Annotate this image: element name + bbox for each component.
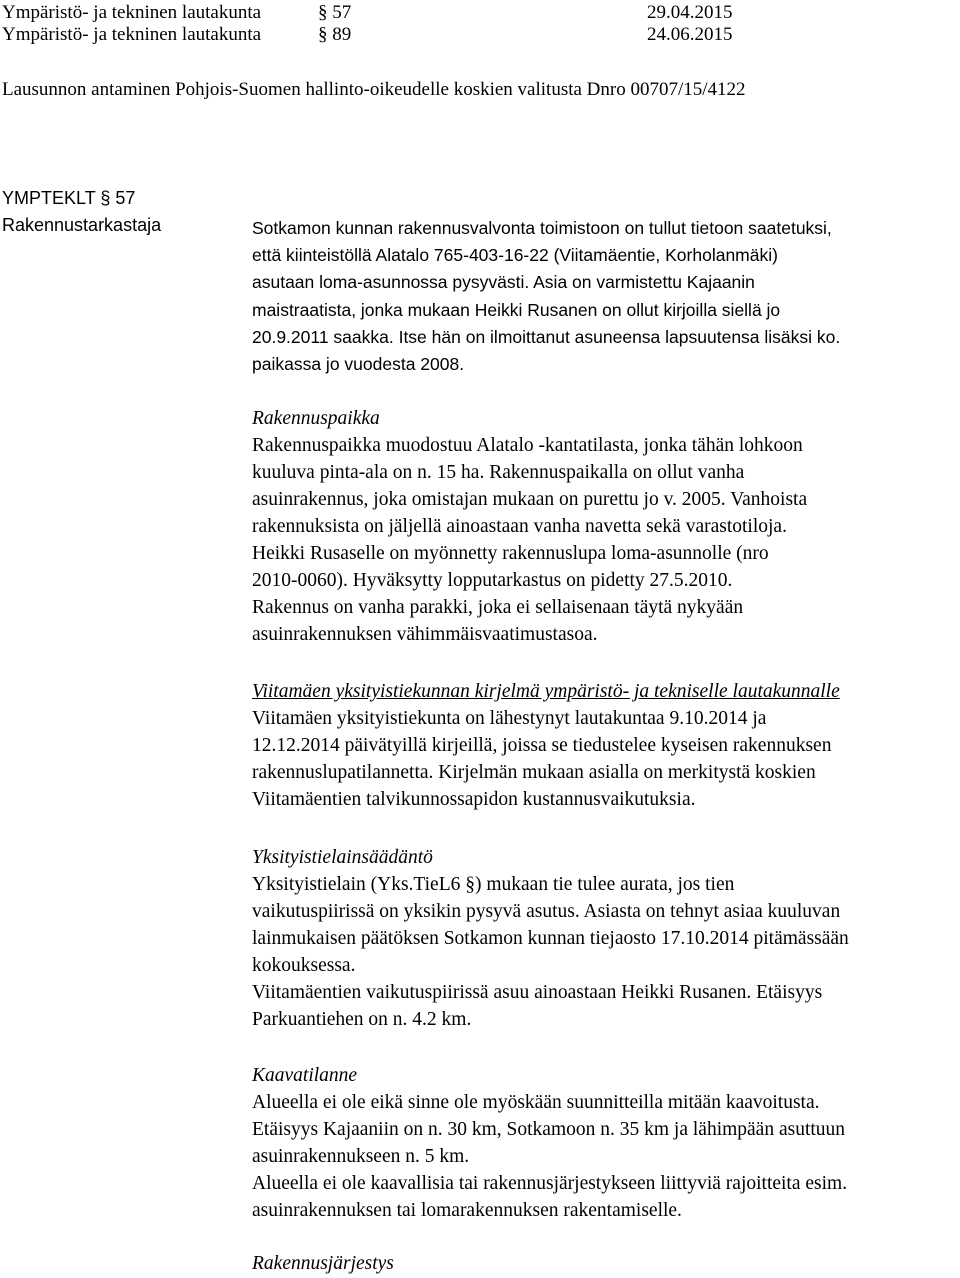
body-line: Viitamäentien vaikutuspiirissä asuu ainoastaan Heikki Rusanen. Etäisyys [252, 982, 823, 1003]
intro-paragraph [252, 215, 960, 378]
body-line: vaikutuspiirissä on yksikin pysyvä asutus. Asiasta on tehnyt asiaa kuuluvan [252, 901, 841, 922]
document-title: Lausunnon antaminen Pohjois-Suomen hallinto-oikeudelle koskien valitusta Dnro 00707/15/4122 [2, 79, 746, 100]
body-line: Rakennus on vanha parakki, joka ei sellaisenaan täytä nykyään [252, 597, 744, 618]
rakennuspaikka-section [252, 405, 960, 648]
intro-line: että kiinteistöllä Alatalo 765-403-16-22 (Viitamäentie, Korholanmäki) [252, 245, 778, 266]
intro-line: 20.9.2011 saakka. Itse hän on ilmoittanut asuneensa lapsuutensa lisäksi ko. [252, 326, 841, 347]
body-line: kokouksessa. [252, 955, 356, 976]
section-heading: Rakennusjärjestys [252, 1253, 394, 1274]
reference-code: YMPTEKLT § 57 [2, 188, 136, 208]
committee-name-2: Ympäristö- ja tekninen lautakunta [2, 24, 262, 45]
section-heading: Viitamäen yksityistiekunnan kirjelmä ympäristö- ja tekniselle lautakunnalle [252, 681, 840, 702]
body-line: asuinrakennukseen n. 5 km. [252, 1146, 470, 1167]
body-line: rakennuksista on jäljellä ainoastaan vanha navetta sekä varastotiloja. [252, 516, 787, 537]
body-line: rakennuslupatilannetta. Kirjelmän mukaan asialla on merkitystä koskien [252, 762, 816, 783]
body-line: Alueella ei ole kaavallisia tai rakennusjärjestykseen liittyviä rajoitteita esim. [252, 1173, 848, 1194]
intro-line: Sotkamon kunnan rakennusvalvonta toimistoon on tullut tietoon saatetuksi, [252, 218, 832, 238]
body-line: asuinrakennuksen tai lomarakennuksen rakentamiselle. [252, 1200, 682, 1221]
rakennusjarjestys-section [252, 1250, 960, 1277]
body-line: kuuluva pinta-ala on n. 15 ha. Rakennuspaikalla on ollut vanha [252, 462, 745, 483]
section-heading: Kaavatilanne [252, 1065, 358, 1086]
intro-line: paikassa jo vuodesta 2008. [252, 354, 465, 375]
committee-name-1: Ympäristö- ja tekninen lautakunta [2, 2, 262, 23]
kaavatilanne-section [252, 1062, 960, 1224]
meeting-date-1: 29.04.2015 [647, 2, 733, 23]
body-line: asuinrakennuksen vähimmäisvaatimustasoa. [252, 624, 598, 645]
body-line: Yksityistielain (Yks.TieL6 §) mukaan tie tulee aurata, jos tien [252, 874, 735, 895]
body-line: 12.12.2014 päivätyillä kirjeillä, joissa se tiedustelee kyseisen rakennuksen [252, 735, 832, 756]
meeting-date-2: 24.06.2015 [647, 24, 733, 45]
body-line: Viitamäentien talvikunnossapidon kustannusvaikutuksia. [252, 789, 696, 810]
kirjelma-section [252, 678, 960, 813]
body-line: Rakennuspaikka muodostuu Alatalo -kantatilasta, jonka tähän lohkoon [252, 435, 803, 456]
preparer-title: Rakennustarkastaja [2, 215, 162, 235]
section-number-1: § 57 [318, 2, 352, 23]
section-heading: Yksityistielainsäädäntö [252, 847, 433, 868]
body-line: Etäisyys Kajaaniin on n. 30 km, Sotkamoon n. 35 km ja lähimpään asuttuun [252, 1119, 846, 1140]
intro-line: asutaan loma-asunnossa pysyvästi. Asia on varmistettu Kajaanin [252, 272, 755, 293]
body-line: lainmukaisen päätöksen Sotkamon kunnan tiejaosto 17.10.2014 pitämässään [252, 928, 849, 949]
section-heading: Rakennuspaikka [252, 408, 380, 429]
body-line: 2010-0060). Hyväksytty lopputarkastus on pidetty 27.5.2010. [252, 570, 733, 591]
intro-line: maistraatista, jonka mukaan Heikki Rusanen on ollut kirjoilla siellä jo [252, 299, 781, 320]
body-line: Viitamäen yksityistiekunta on lähestynyt lautakuntaa 9.10.2014 ja [252, 708, 767, 729]
body-line: Parkuantiehen on n. 4.2 km. [252, 1009, 472, 1030]
body-line: Heikki Rusaselle on myönnetty rakennuslupa loma-asunnolle (nro [252, 543, 769, 564]
body-line: asuinrakennus, joka omistajan mukaan on purettu jo v. 2005. Vanhoista [252, 489, 808, 510]
yksityistie-section [252, 844, 960, 1033]
body-line: Alueella ei ole eikä sinne ole myöskään suunnitteilla mitään kaavoitusta. [252, 1092, 820, 1113]
section-number-2: § 89 [318, 24, 352, 45]
